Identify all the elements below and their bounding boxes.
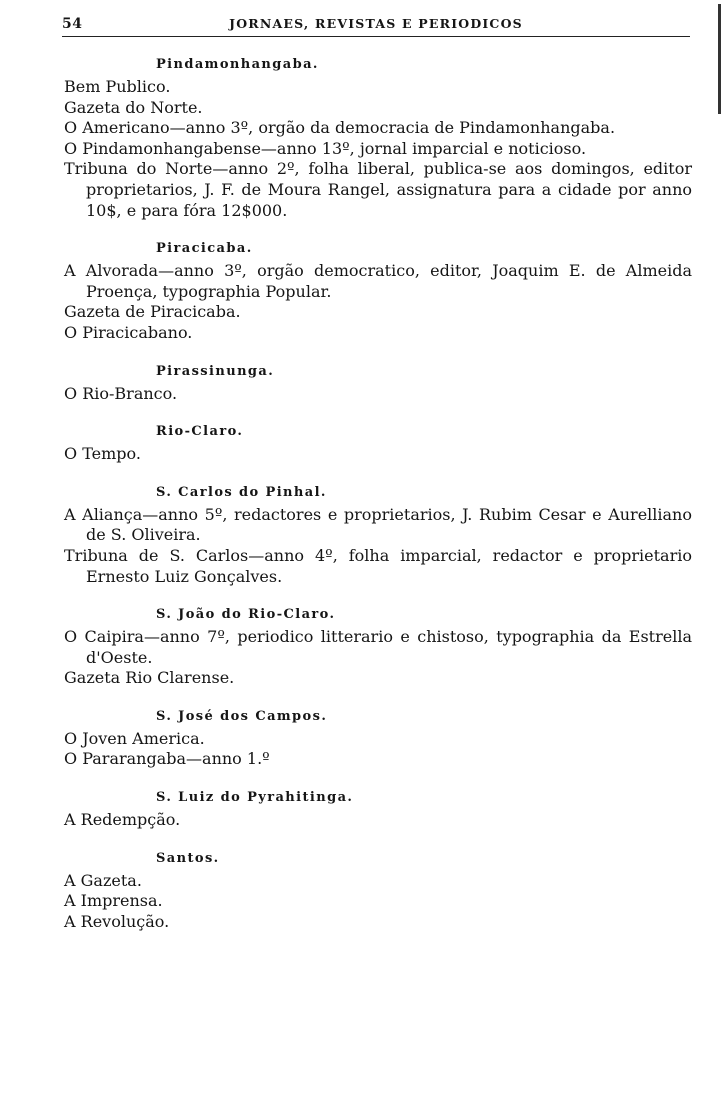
document-body [64,55,692,932]
list-item: O Pararangaba—anno 1.º [64,749,270,769]
section-piracicaba [64,239,692,343]
section-heading: S. Luiz do Pyrahitinga. [156,790,354,806]
list-item: Gazeta Rio Clarense. [64,668,235,688]
section-heading: Pindamonhangaba. [156,57,319,72]
section-heading: Santos. [156,850,220,866]
list-item: Gazeta do Norte. [64,97,203,117]
section-heading: S. João do Rio-Claro. [156,607,336,623]
header-rule [62,36,690,37]
section-s-joao-do-rio-claro [64,605,692,689]
page-edge-mark [718,4,721,114]
list-item: A Gazeta. [64,870,142,890]
section-s-jose-dos-campos [64,707,692,770]
list-item: O Tempo. [64,444,141,464]
list-item: O Caipira—anno 7º, periodico litterario e chistoso, typographia da Estrella d'Oeste. [64,627,692,667]
list-item: Bem Publico. [64,77,171,96]
section-heading: S. José dos Campos. [156,708,328,724]
list-item: O Joven America. [64,728,205,748]
list-item: Tribuna do Norte—anno 2º, folha liberal, publica-se aos domingos, editor proprietarios, J. F. de Moura Rangel, assignatura para a cidade por anno 10$, e para fóra 12$000. [64,159,692,220]
section-heading: Pirassinunga. [156,363,275,379]
list-item: A Aliança—anno 5º, redactores e proprietarios, J. Rubim Cesar e Aurelliano de S. Oliveira. [64,504,692,545]
page-header [62,14,690,34]
list-item: A Alvorada—anno 3º, orgão democratico, editor, Joaquim E. de Almeida Proença, typographia Popular. [64,261,692,301]
section-s-carlos-do-pinhal [64,483,692,587]
list-item: A Revolução. [64,911,170,931]
section-pindamonhangaba [64,55,692,221]
section-s-luiz-do-pyrahitinga [64,788,692,831]
list-item: O Pindamonhangabense—anno 13º, jornal imparcial e noticioso. [64,138,587,158]
section-heading: S. Carlos do Pinhal. [156,484,327,500]
list-item: O Rio-Branco. [64,383,178,403]
section-heading: Piracicaba. [156,241,253,257]
running-title: JORNAES, REVISTAS E PERIODICOS [229,16,523,31]
list-item: A Imprensa. [64,891,163,911]
section-rio-claro [64,422,692,465]
section-heading: Rio-Claro. [156,424,244,440]
list-item: Gazeta de Piracicaba. [64,302,241,322]
list-item: A Redempção. [64,810,181,830]
page-number: 54 [62,16,83,32]
section-pirassinunga [64,362,692,405]
section-santos [64,849,692,933]
list-item: O Piracicabano. [64,322,193,342]
list-item: O Americano—anno 3º, orgão da democracia de Pindamonhangaba. [64,118,616,138]
list-item: Tribuna de S. Carlos—anno 4º, folha imparcial, redactor e proprietario Ernesto Luiz Gonçalves. [64,545,692,586]
